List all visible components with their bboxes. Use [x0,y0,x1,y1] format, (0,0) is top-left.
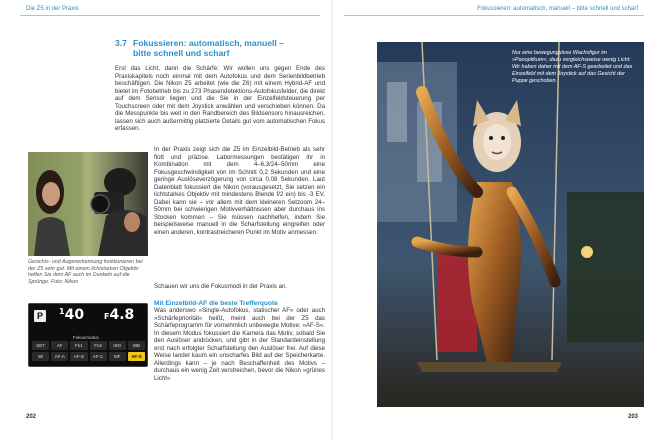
lcd-row-bottom [32,352,145,361]
lcd-cell: AF-C [90,352,107,361]
photo-face-detection [28,152,148,256]
page-number-right: 203 [627,414,638,420]
lcd-cell: AF [51,341,68,350]
lcd-cell: MF [109,352,126,361]
section-title-line1: Fokussieren: automatisch, manuell – [133,38,284,48]
running-header-right: Fokussieren: automatisch, manuell – bitte schnell und scharf [477,6,638,12]
lcd-cell-selected: AF-S [128,352,145,361]
lcd-cell: Fn2 [90,341,107,350]
running-header-left: Die Z5 in der Praxis [26,6,79,12]
lcd-shutter-speed: $^1$40 [59,307,85,323]
section-title-line2: bitte schnell und scharf [133,48,230,58]
lcd-aperture: F4.8 [104,307,135,323]
body-paragraph-modes: Schauen wir uns die Fokusmodi in der Praxis an. [154,283,288,290]
lcd-cell: WB [128,341,145,350]
caption-face-detection: Gesichts- und Augenerkennung funktionieren bei der Z5 sehr gut. Mit einem lichtstarken Objektiv helfen Sie dem AF auch im Dunkeln auf die Sprünge. Foto: Nikon [28,259,143,285]
body-paragraph-practice: In der Praxis zeigt sich die Z5 im Einzelbild-Betrieb als sehr flott und präzise. Labormessungen bestätigen ihr in Kombination mit dem 4–6,3/24–50mm eine Fokusgeschwindigkeit von im Schnitt 0,2 Sekunden und eine geringe Auslöseverzögerung von circa 0,08 Sekunden. Laut Datenblatt fokussiert die Nikon (vorausgesetzt, Sie setzen ein lichtstarkes Objektiv mit mindestens Blende f/2 ein) bis -3 EV. Dabei kann sie – vor allem mit dem kleineren Setzoom 24–50mm bei schwierigen Motivverhältnissen aber durchaus ins Stocken kommen – Sie müssen nachhelfen, indem Sie beispielsweise manuell in die Scharfstellung eingreifen oder einen anderen, kontrastreicheren Punkt im Motiv anmessen. [154,146,325,237]
photo-wax-figure [377,42,644,407]
section-title [115,38,325,58]
lcd-cell: Wi [32,352,49,361]
lcd-row-top [32,341,145,350]
lcd-menu-label: Fokusmodus [73,335,99,340]
body-paragraph-af-s: Was anderswo »Single-Autofokus, statischer AF« oder auch »Schärfepriorität« heißt, meint auch bei der Z5 das Schärfeprogramm für vornehmlich unbewegte Motive: »AF-S«. In diesem Modus fokussiert die Kamera das Motiv, sobald Sie den Auslöser andrücken, und gibt in der Standardeinstellung erst nach erfolgter Scharfstellung den Auslöser frei. Auf diese Weise landet kaum ein unscharfes Bild auf der Speicherkarte. Allerdings kann – je nach Beschaffenheit des Motivs – durchaus ein wenig Zeit verstreichen, bevor die Nikon »grünes Licht« [154,307,325,382]
lcd-cell: AF-S [70,352,87,361]
book-gutter [331,0,333,440]
section-number: 3.7 [115,38,127,48]
lcd-cell: ISO [109,341,126,350]
page-number-left: 202 [26,414,37,420]
lcd-exposure-mode: P [34,310,46,322]
camera-lcd-focus-mode [28,303,148,367]
lcd-cell: AF-A [51,352,68,361]
subheading-single-af: Mit Einzelbild-AF die beste Trefferquote [154,300,278,307]
lcd-cell: Fn1 [70,341,87,350]
header-rule-right [344,15,644,16]
caption-wax-figure: Nur eine bewegungslose Wachsfigur im »Panoptikum«, dazu vergleichsweise wenig Licht: Wir haben daher mit dem AF-S gearbeitet und das Einzelfeld mit dem Joystick auf das Gesicht der Puppe geschoben. [512,50,633,84]
header-rule-left [20,15,320,16]
lcd-cell: SET [32,341,49,350]
body-paragraph-intro: Erst das Licht, dann die Schärfe: Wir wollen uns gegen Ende des Praxiskapitels noch einmal mit dem Autofokus und dem Serienbildbetrieb beschäftigen. Die Nikon Z5 arbeitet (wie die Z6) mit einem Hybrid-AF und bietet im Fotobetrieb bis zu 273 Phasendetektions-Autofokusfelder, die direkt auf dem Sensor liegen und die Sie in der Einzelfeldsteuerung per Touchscreen oder mit dem Joystick anwählen und verschieben können. Da die Messpunkte bis weit in den Randbereich des Bildsensors hinausreichen, lassen sich auch außermittig platzierte Details gut vom automatischen Fokus erfassen. [115,65,325,133]
